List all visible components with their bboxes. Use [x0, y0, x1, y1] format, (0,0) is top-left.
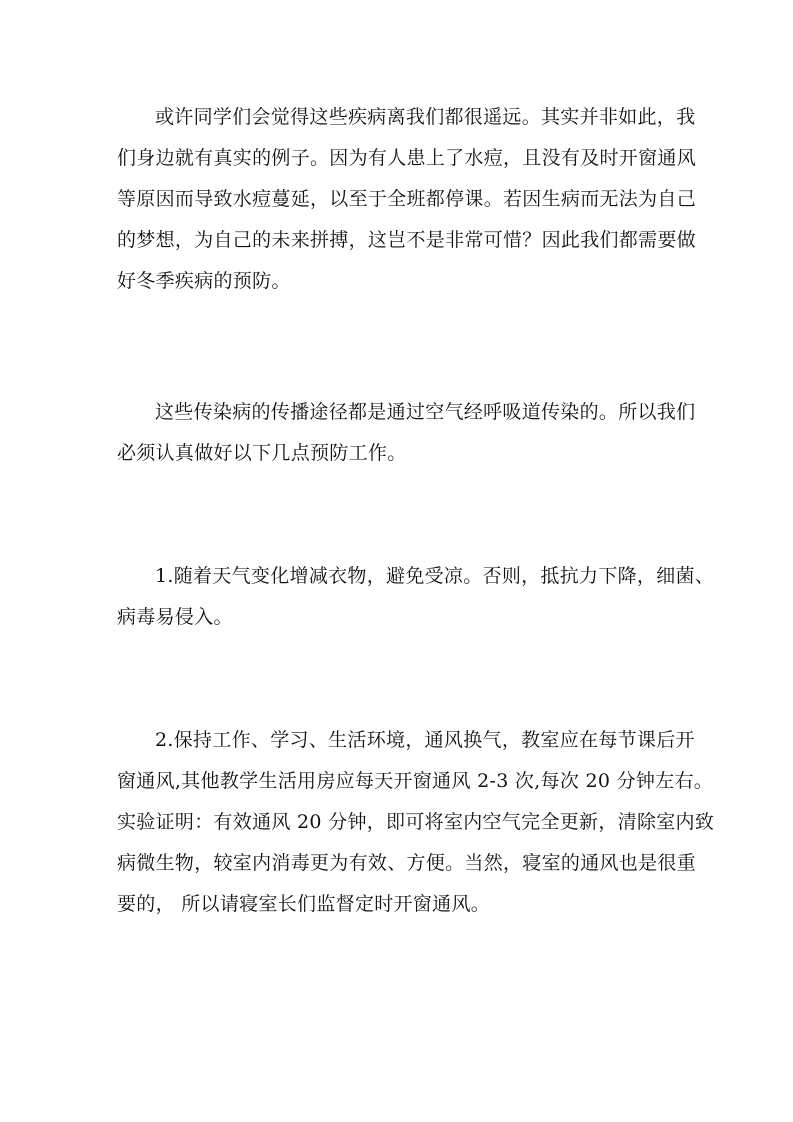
text-line: 或许同学们会觉得这些疾病离我们都很遥远。其实并非如此，我	[155, 106, 696, 128]
text-line: 2.保持工作、学习、生活环境，通风换气，教室应在每节课后开	[155, 729, 695, 751]
text-line: 必须认真做好以下几点预防工作。	[117, 442, 407, 464]
paragraph-item-2	[117, 720, 715, 925]
text-line: 的梦想，为自己的未来拼搏，这岂不是非常可惜？因此我们都需要做	[117, 229, 697, 251]
paragraph-winter-disease-intro	[117, 97, 697, 302]
text-line: 窗通风,其他教学生活用房应每天开窗通风 2-3 次,每次 20 分钟左右。	[117, 770, 714, 792]
text-line: 要的， 所以请寝室长们监督定时开窗通风。	[117, 893, 491, 915]
text-line: 这些传染病的传播途径都是通过空气经呼吸道传染的。所以我们	[155, 401, 696, 423]
text-line: 病微生物，较室内消毒更为有效、方便。当然，寝室的通风也是很重	[117, 852, 697, 874]
text-line: 病毒易侵入。	[117, 606, 233, 628]
text-line: 等原因而导致水痘蔓延，以至于全班都停课。若因生病而无法为自己	[117, 188, 697, 210]
paragraph-item-1	[117, 556, 715, 638]
text-line: 实验证明：有效通风 20 分钟，即可将室内空气完全更新，清除室内致	[117, 811, 715, 833]
text-line: 1.随着天气变化增减衣物，避免受凉。否则，抵抗力下降，细菌、	[155, 565, 715, 587]
text-line: 们身边就有真实的例子。因为有人患上了水痘，且没有及时开窗通风	[117, 147, 697, 169]
text-line: 好冬季疾病的预防。	[117, 270, 291, 292]
paragraph-transmission	[117, 392, 696, 474]
